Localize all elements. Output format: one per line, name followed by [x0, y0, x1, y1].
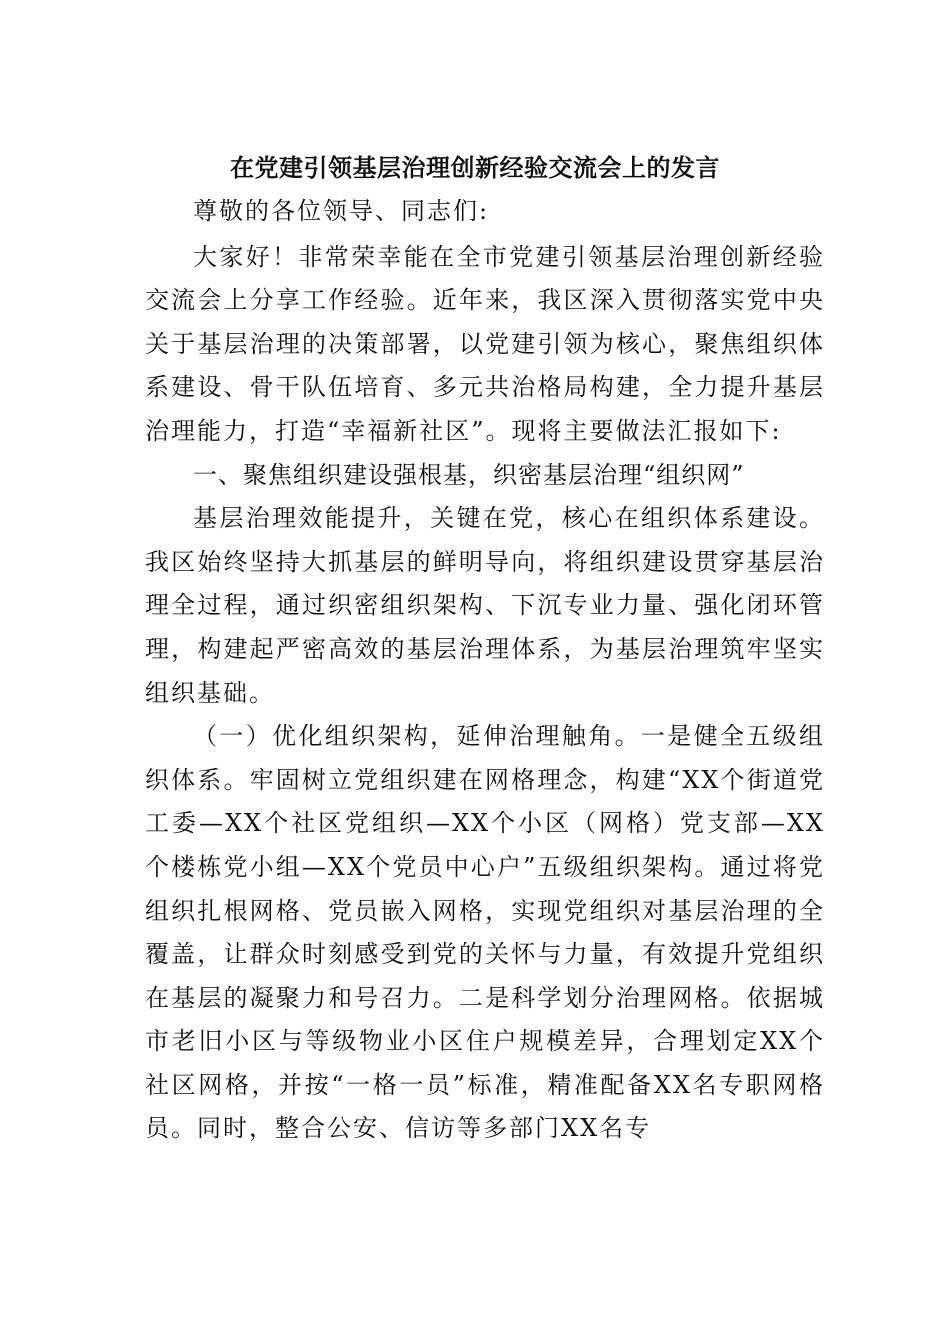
- body-paragraph: （一）优化组织架构，延伸治理触角。一是健全五级组织体系。牢固树立党组织建在网格理念，构建“XX个街道党工委—XX个社区党组织—XX个小区（网格）党支部—XX个楼栋党小组—XX个党员中心户”五级组织架构。通过将党组织扎根网格、党员嵌入网格，实现党组织对基层治理的全覆盖，让群众时刻感受到党的关怀与力量，有效提升党组织在基层的凝聚力和号召力。二是科学划分治理网格。依据城市老旧小区与等级物业小区住户规模差异，合理划定XX个社区网格，并按“一格一员”标准，精准配备XX名专职网格员。同时，整合公安、信访等多部门XX名专: [145, 722, 825, 1143]
- body-paragraph: 基层治理效能提升，关键在党，核心在组织体系建设。我区始终坚持大抓基层的鲜明导向，将组织建设贯穿基层治理全过程，通过织密组织架构、下沉专业力量、强化闭环管理，构建起严密高效的基层治理体系，为基层治理筑牢坚实组织基础。: [145, 504, 825, 707]
- document-title: 在党建引领基层治理创新经验交流会上的发言: [230, 153, 720, 182]
- intro-paragraph: 大家好！非常荣幸能在全市党建引领基层治理创新经验交流会上分享工作经验。近年来，我区深入贯彻落实党中央关于基层治理的决策部署，以党建引领为核心，聚焦组织体系建设、骨干队伍培育、多元共治格局构建，全力提升基层治理能力，打造“幸福新社区”。现将主要做法汇报如下:: [145, 242, 825, 445]
- greeting-paragraph: 尊敬的各位领导、同志们:: [193, 197, 490, 225]
- document-body: [145, 190, 825, 1151]
- section-heading-1: 一、聚焦组织建设强根基，织密基层治理“组织网”: [193, 460, 745, 489]
